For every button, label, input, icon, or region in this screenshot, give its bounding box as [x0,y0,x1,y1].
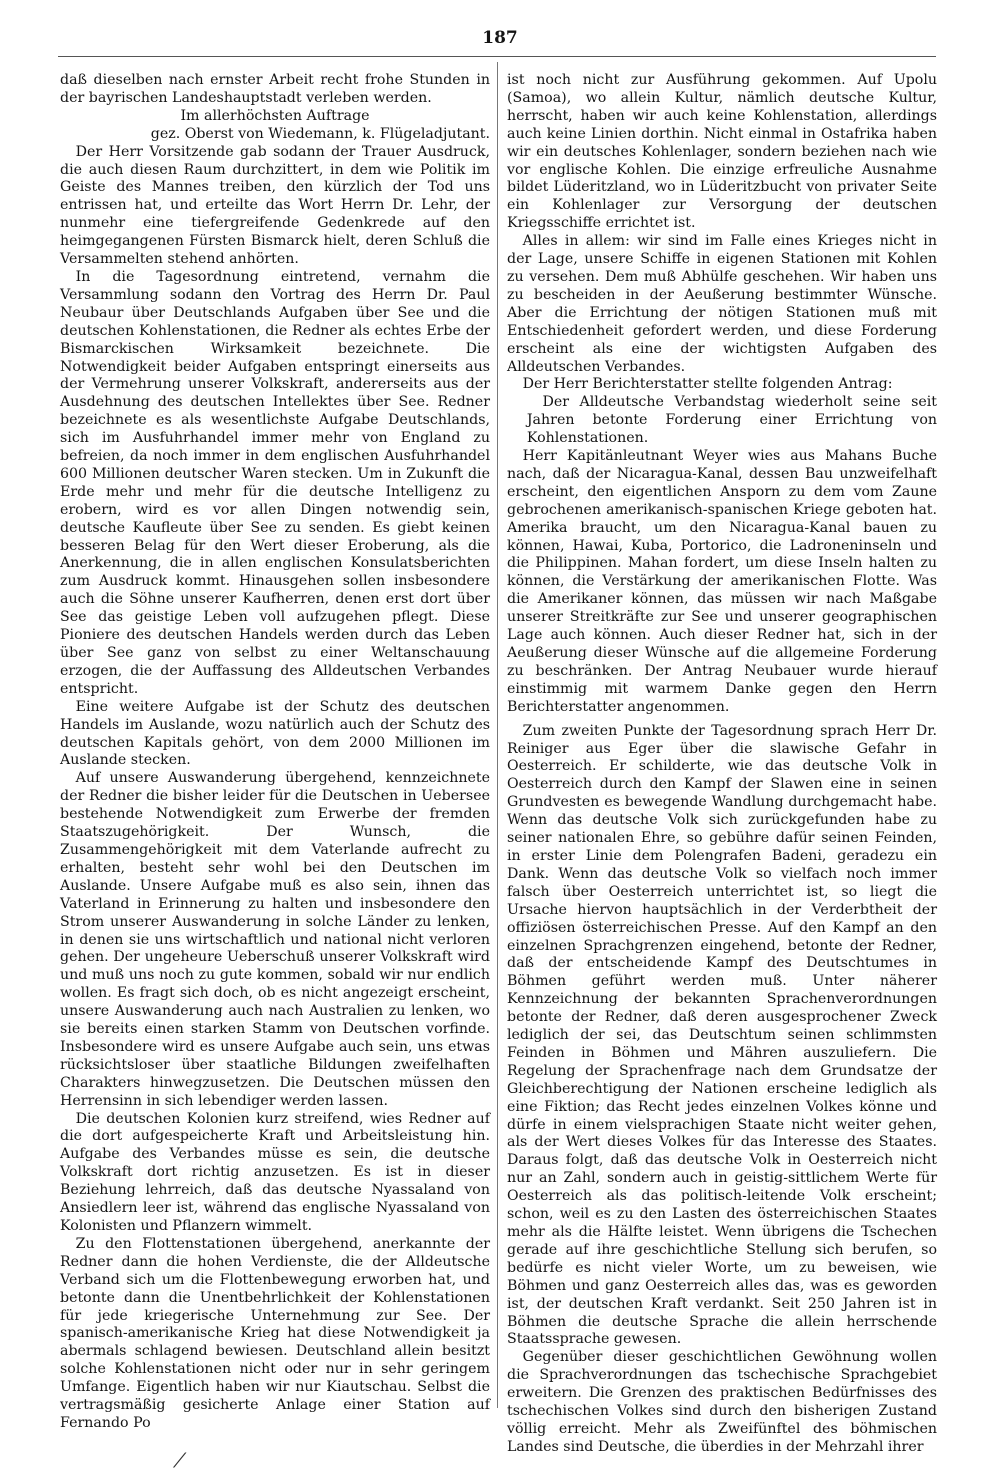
right-column-paragraph: Zum zweiten Punkte der Tagesordnung sprach Herr Dr. Reiniger aus Eger über die slawische Gefahr in Oesterreich. Er schilderte, wie das deutsche Volk in Oesterreich durch den Kampf der Slawen eine in seinen Grundvesten es bewegende Wandlung durchgemacht habe. Wenn das deutsche Volk sich zurückgefunden habe zu seiner nationalen Ehre, so gebühre dafür seinen Feinden, in erster Linie dem Polengrafen Badeni, geradezu ein Dank. Wenn das deutsche Volk so vielfach noch immer falsch über Oesterreich unterrichtet ist, so liegt die Ursache hiervon hauptsächlich in der Verderbtheit der offiziösen österreichischen Presse. Auf den Kampf an den einzelnen Sprachgrenzen eingehend, betonte der Redner, daß der entscheidende Kampf des Deutschtumes in Böhmen geführt werden muß. Unter näherer Kennzeichnung der bekannten Sprachenverordnungen betonte der Redner, daß deren ausgesprochener Zweck lediglich der sei, das Deutschtum seinen schlimmsten Feinden in Böhmen und Mähren auszuliefern. Die Regelung der Sprachenfrage nach dem Grundsatze der Gleichberechtigung der Nationen erscheine lediglich als eine Fiktion; das Recht jedes einzelnen Volkes könne und dürfe in einem vielsprachigen Staate nicht weiter gehen, als der Wert dieses Volkes für das Interesse des Staates. Daraus folgt, daß das deutsche Volk in Oesterreich nicht nur an Zahl, sondern auch in geistig-sittlichem Werte für Oesterreich als das politisch-leitende Volk erscheint; schon, weil es zu den Lasten des österreichischen Staates mehr als die Hälfte leistet. Wenn übrigens die Tschechen gerade auf ihre geschichtliche Stellung sich berufen, so bedürfe es nicht vieler Worte, um zu beweisen, wie Böhmen und ganz Oesterreich alles das, was es geworden ist, der deutschen Kraft verdankt. Seit 250 Jahren ist in Böhmen die deutsche Sprache die allein herrschende Staatssprache gewesen. [507,722,937,1348]
left-column [60,72,490,1433]
left-column-paragraph: Der Herr Vorsitzende gab sodann der Trauer Ausdruck, die auch diesen Raum durchzittert, in dem wie Politik im Geiste des Mannes treiben, den kürzlich der Tod uns entrissen hat, und erteilte das Wort Herrn Dr. Lehr, der nunmehr eine tiefergreifende Gedenkrede auf den heimgegangenen Fürsten Bismarck hielt, deren Schluß die Versammelten stehend anhörten. [60,143,490,268]
right-column-paragraph: Herr Kapitänleutnant Weyer wies aus Mahans Buche nach, daß der Nicaragua-Kanal, dessen Bau unzweifelhaft erscheint, den eigentlichen Ansporn zu dem vom Zaune gebrochenen amerikanisch-spanischen Kriege geboten hat. Amerika braucht, um den Nicaragua-Kanal bauen zu können, Hawai, Kuba, Portorico, die Ladroneninseln und die Philippinen. Mahan fordert, um diese Inseln halten zu können, die Verstärkung der amerikanischen Flotte. Was die Amerikaner können, das müssen wir nach Maßgabe unserer Streitkräfte zur See und unserer geographischen Lage auch können. Auch dieser Redner hat, sich in der Aeußerung dieser Wünsche auf die allgemeine Forderung zu beschränken. Der Antrag Neubauer wurde hierauf einstimmig mit warmem Danke gegen den Herrn Berichterstatter angenommen. [507,448,937,715]
right-column-paragraph: ist noch nicht zur Ausführung gekommen. Auf Upolu (Samoa), wo allein Kultur, nämlich deutsche Kultur, herrscht, haben wir auch keine Kohlenstation, allerdings auch keine Linien dorthin. Nicht einmal in Ostafrika haben wir ein deutsches Kohlenlager, sondern beziehen nach wie vor englische Kohlen. Die einzige erfreuliche Ausnahme bildet Lüderitzland, wo in Lüderitzbucht von privater Seite ein Kohlenlager zur Versorgung der deutschen Kriegsschiffe errichtet ist. [507,72,937,232]
left-column-paragraph: Auf unsere Auswanderung übergehend, kennzeichnete der Redner die bisher leider für die Deutschen in Uebersee bestehende Notwendigkeit zum Erwerbe der fremden Staatszugehörigkeit. Der Wunsch, die Zusammengehörigkeit mit dem Vaterlande aufrecht zu erhalten, besteht sehr wohl bei den Deutschen im Auslande. Unsere Aufgabe muß es also sein, ihnen das Vaterland in Erinnerung zu halten und insbesondere den Strom unserer Auswanderung in solche Länder zu lenken, in denen sie uns wirtschaftlich und national nicht verloren gehen. Der ungeheure Ueberschuß unserer Volkskraft wird und muß uns noch zu gute kommen, sobald wir nur endlich wollen. Es fragt sich doch, ob es nicht angezeigt erscheint, unsere Auswanderung auch nach Australien zu lenken, wo sie bereits einen starken Stamm von Deutschen vorfinde. Insbesondere wird es unsere Aufgabe auch sein, uns etwas rücksichtsloser über staatliche Bildungen zweifelhaften Charakters hinwegzusetzen. Die Deutschen müssen den Herrensinn in sich lebendiger werden lassen. [60,770,490,1109]
column-divider [497,62,498,1408]
left-column-paragraph: Im allerhöchsten Auftrage [180,107,370,124]
left-column-paragraph: Die deutschen Kolonien kurz streifend, wies Redner auf die dort aufgespeicherte Kraft und Arbeitsleistung hin. Aufgabe des Verbandes müsse es sein, die deutsche Volkskraft dort richtig anzusetzen. Es ist in dieser Beziehung lehrreich, daß das deutsche Nyassaland von Ansiedlern leer ist, während das englische Nyassaland von Kolonisten und Pflanzern wimmelt. [60,1110,490,1234]
left-column-paragraph: Zu den Flottenstationen übergehend, anerkannte der Redner dann die hohen Verdienste, die der Alldeutsche Verband sich um die Flottenbewegung erworben hat, und betonte dann die Unentbehrlichkeit der Kohlenstationen für jede kriegerische Unternehmung zur See. Der spanisch-amerikanische Krieg hat diese Notwendigkeit ja abermals schlagend bewiesen. Deutschland allein besitzt solche Kohlenstationen nicht oder nur in sehr geringem Umfange. Eigentlich haben wir nur Kiautschau. Selbst die vertragsmäßig gesicherte Anlage einer Station auf Fernando Po [60,1235,490,1431]
right-column-paragraph: Alles in allem: wir sind im Falle eines Krieges nicht in der Lage, unsere Schiffe in eigenen Stationen mit Kohlen zu versehen. Dem muß Abhülfe geschehen. Wir haben uns zu bescheiden in der Aeußerung bestimmter Wünsche. Aber die Errichtung der nötigen Stationen muß mit Entschiedenheit gefordert werden, und diese Forderung erscheint als eine der wichtigsten Aufgaben des Alldeutschen Verbandes. [507,233,937,375]
left-column-paragraph: gez. Oberst von Wiedemann, k. Flügeladjutant. [150,125,490,142]
header-rule [58,56,936,57]
left-column-paragraph: Eine weitere Aufgabe ist der Schutz des deutschen Handels im Auslande, wozu natürlich auch der Schutz des deutschen Kapitals gehört, von dem 2000 Millionen im Auslande stecken. [60,698,490,769]
right-column [507,72,937,1457]
left-column-paragraph: daß dieselben nach ernster Arbeit recht frohe Stunden in der bayrischen Landeshauptstadt verleben werden. [60,72,490,106]
right-column-paragraph: Der Herr Berichterstatter stellte folgenden Antrag: [522,376,893,393]
right-column-paragraph: Gegenüber dieser geschichtlichen Gewöhnung wollen die Sprachverordnungen das tschechische Sprachgebiet erweitern. Die Grenzen des praktischen Bedürfnisses des tschechischen Volkes sind durch den bisherigen Zustand völlig erreicht. Mehr als Zweifünftel des böhmischen Landes sind Deutsche, die überdies in der Mehrzahl ihrer [507,1349,937,1455]
right-column-paragraph: Der Alldeutsche Verbandstag wiederholt seine seit Jahren betonte Forderung einer Errichtung von Kohlenstationen. [526,394,937,447]
left-column-paragraph: In die Tagesordnung eintretend, vernahm die Versammlung sodann den Vortrag des Herrn Dr. Paul Neubaur über Deutschlands Aufgaben über See und die deutschen Kohlenstationen, die Redner als echtes Erbe der Bismarckischen Wirksamkeit bezeichnete. Die Notwendigkeit beider Aufgaben entspringt einerseits aus der Vermehrung unserer Volkskraft, andererseits aus der Ausdehnung des deutschen Intellektes über See. Redner bezeichnete es als wesentlichste Aufgabe Deutschlands, sich im Ausfuhrhandel immer mehr von England zu befreien, da noch immer in dem englischen Ausfuhrhandel 600 Millionen deutscher Waren stecken. Um in Zukunft die Erde mehr und mehr für die deutsche Intelligenz zu erobern, wird es vor allen Dingen notwendig sein, deutsche Kaufleute über See zu senden. Es giebt keinen besseren Belag für den Wert dieser Eroberung, als die Anerkennung, die in allen englischen Konsulatsberichten zum Ausdruck kommt. Hinausgehen sollen insbesondere auch die Söhne unserer Kaufherren, denen erst dort über See das geistige Leben voll aufzugehen pflegt. Diese Pioniere des deutschen Handels werden durch das Leben über See ganz von selbst zu einer Weltanschauung erzogen, die der Auffassung des Alldeutschen Verbandes entspricht. [60,268,490,697]
page-number: 187 [482,28,518,48]
scan-pen-mark: ⁄ [178,1448,182,1472]
